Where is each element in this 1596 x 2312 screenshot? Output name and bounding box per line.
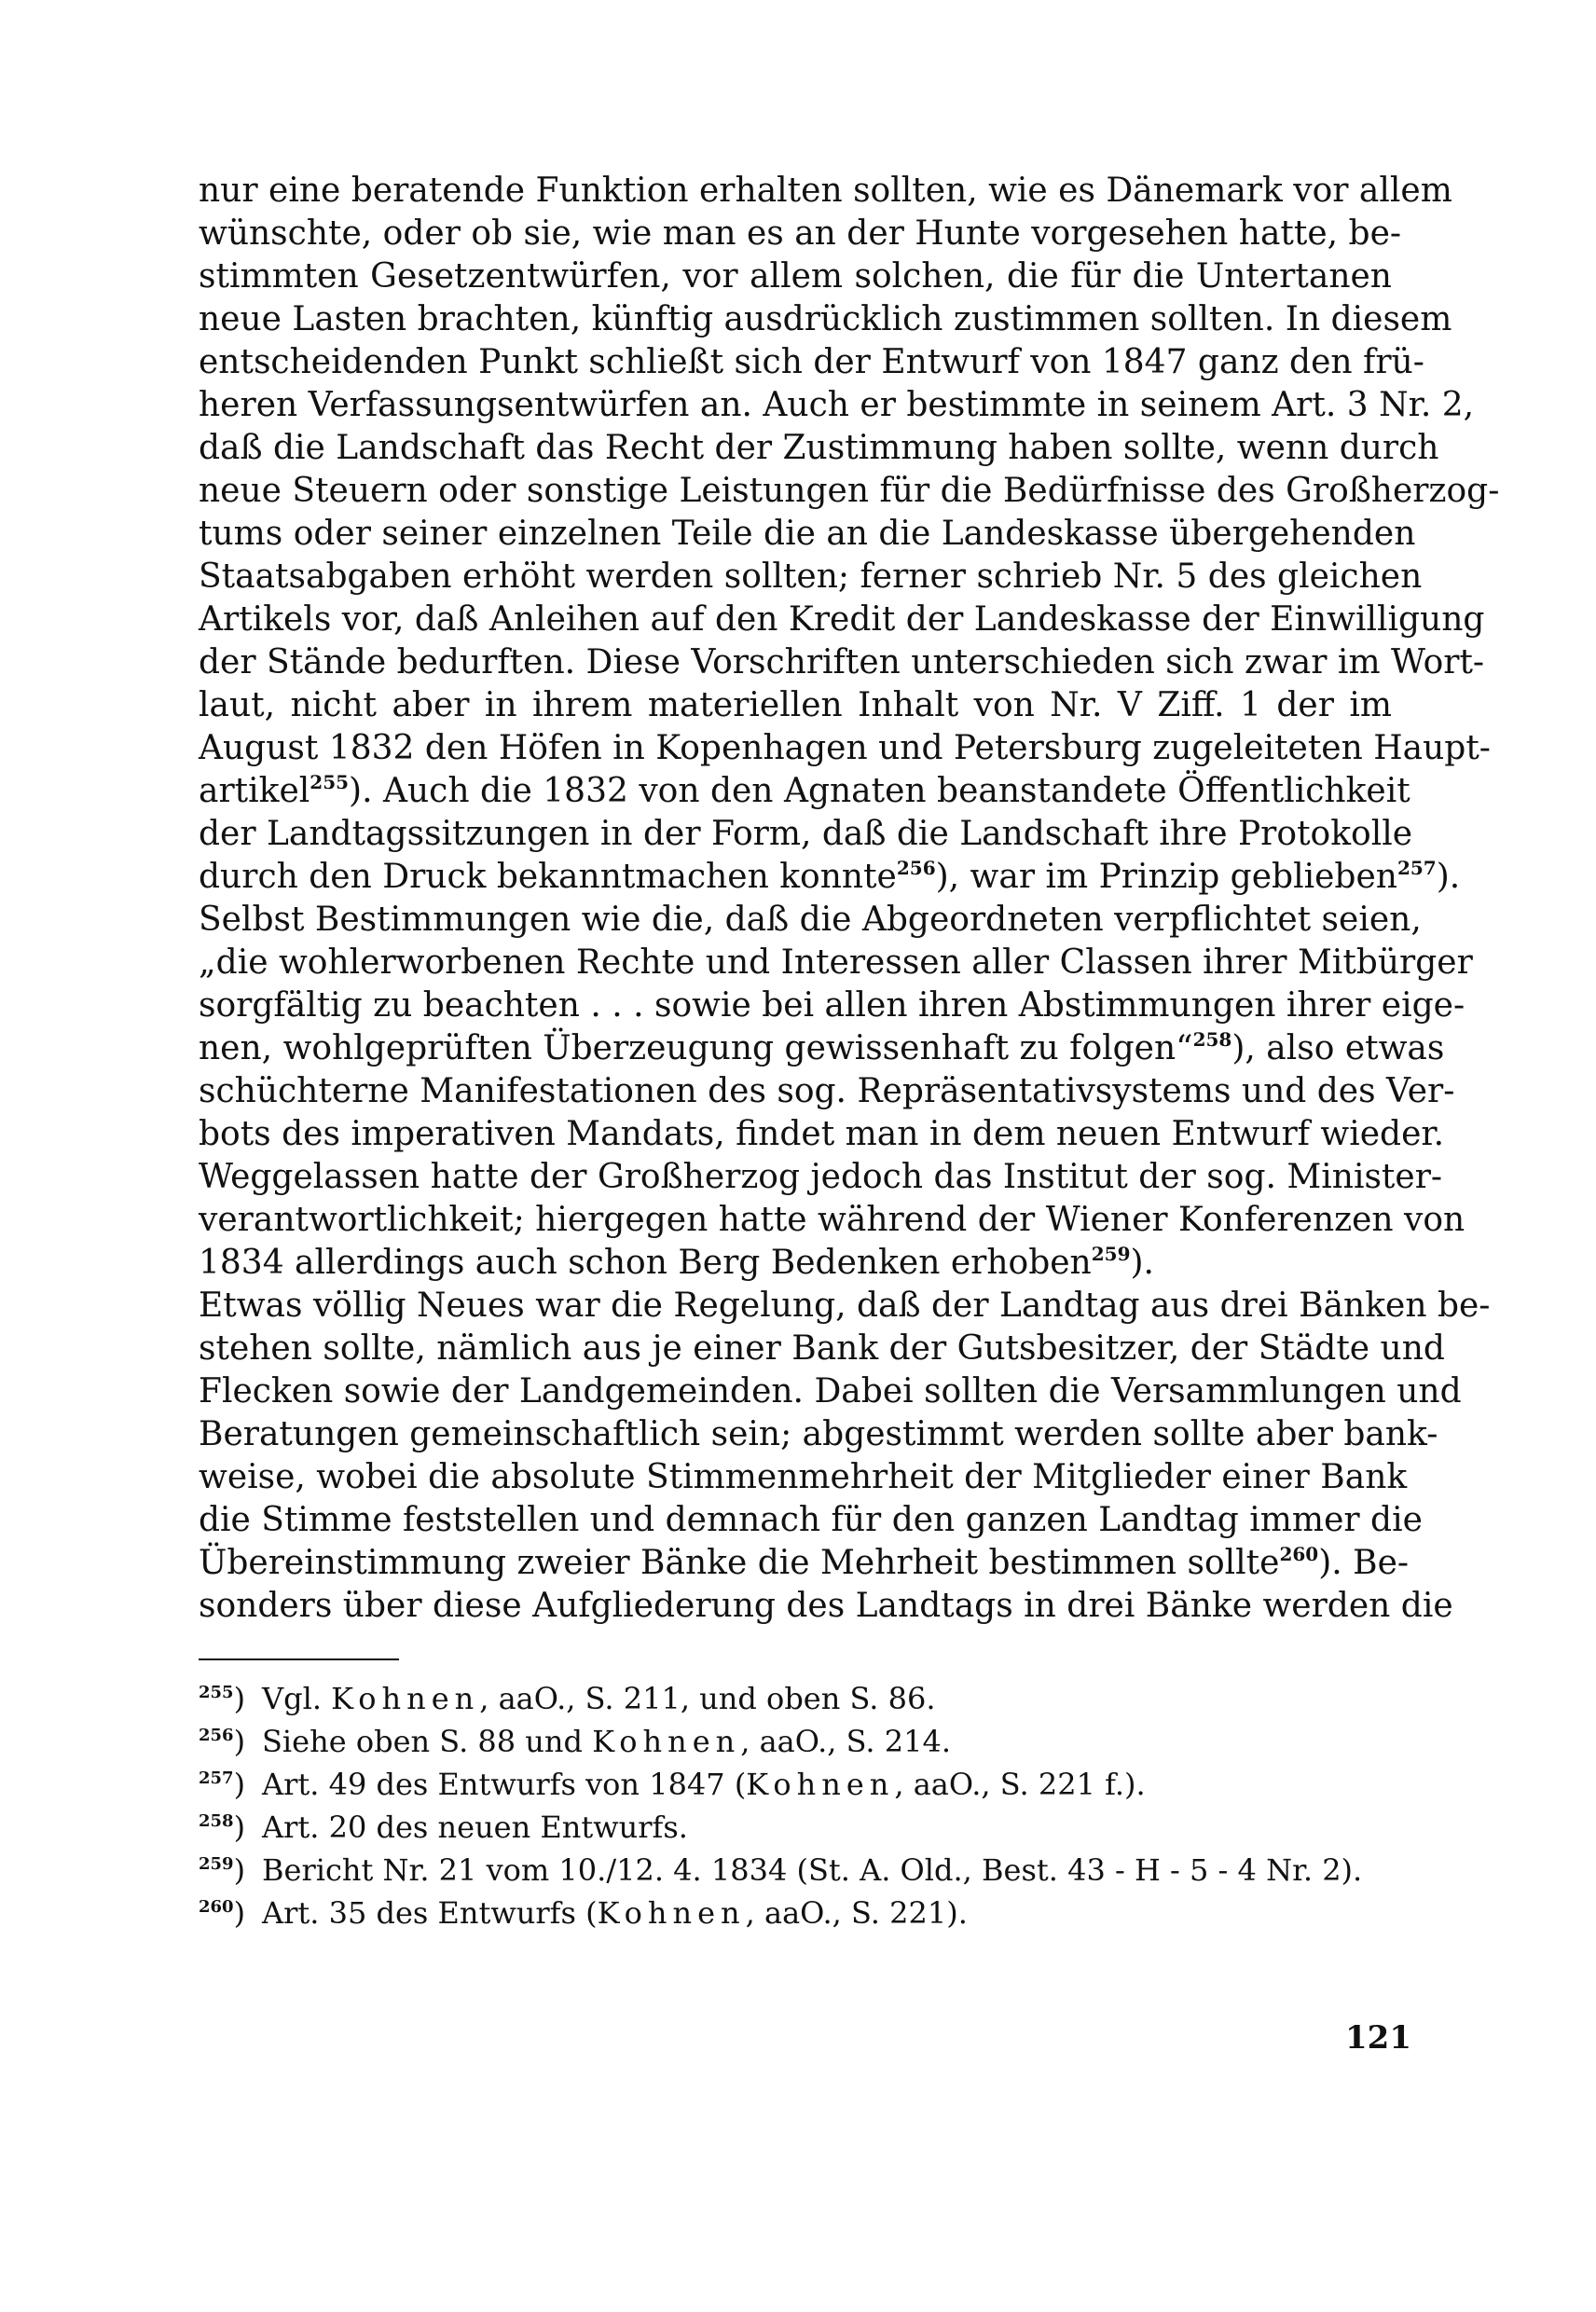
footnotes xyxy=(199,1678,1392,1935)
footnote-number: $^{260}$) xyxy=(199,1895,246,1931)
text-line: stehen sollte, nämlich aus je einer Bank der Gutsbesitzer, der Städte und xyxy=(199,1329,1445,1368)
text-line: Staatsabgaben erhöht werden sollten; ferner schrieb Nr. 5 des gleichen xyxy=(199,557,1423,596)
text-line: entscheidenden Punkt schließt sich der Entwurf von 1847 ganz den frü- xyxy=(199,343,1424,381)
text-line: Beratungen gemeinschaftlich sein; abgestimmt werden sollte aber bank- xyxy=(199,1415,1438,1453)
text-line: neue Steuern oder sonstige Leistungen für die Bedürfnisse des Großherzog- xyxy=(199,472,1500,510)
text-line: sorgfältig zu beachten . . . sowie bei allen ihren Abstimmungen ihrer eige- xyxy=(199,986,1465,1025)
text-line: der Landtagssitzungen in der Form, daß die Landschaft ihre Protokolle xyxy=(199,815,1413,853)
footnote-reference: 260 xyxy=(1279,1543,1319,1565)
text-line: sonders über diese Aufgliederung des Landtags in drei Bänke werden die xyxy=(199,1587,1453,1625)
text-line: daß die Landschaft das Recht der Zustimmung haben sollte, wenn durch xyxy=(199,429,1439,467)
footnote-number: $^{259}$) xyxy=(199,1852,246,1888)
footnote-reference: 258 xyxy=(1192,1028,1232,1051)
footnote xyxy=(199,1721,1392,1762)
footnote xyxy=(199,1764,1392,1805)
footnote-reference: 256 xyxy=(896,857,936,879)
footnote-text: , aaO., S. 221 f.). xyxy=(894,1767,1146,1802)
text-line: August 1832 den Höfen in Kopenhagen und Petersburg zugeleiteten Haupt- xyxy=(199,729,1491,767)
text-line: wünschte, oder ob sie, wie man es an der Hunte vorgesehen hatte, be- xyxy=(199,214,1402,253)
text-line: weise, wobei die absolute Stimmenmehrheit der Mitglieder einer Bank xyxy=(199,1458,1408,1496)
text-line: Selbst Bestimmungen wie die, daß die Abgeordneten verpflichtet seien, xyxy=(199,901,1422,939)
footnote-reference: 259 xyxy=(1091,1243,1131,1265)
footnote xyxy=(199,1850,1392,1891)
text-line: tums oder seiner einzelnen Teile die an die Landeskasse übergehenden xyxy=(199,515,1416,553)
footnote-number: $^{258}$) xyxy=(199,1810,246,1845)
text-line: Artikels vor, daß Anleihen auf den Kredit der Landeskasse der Einwilligung xyxy=(199,600,1485,639)
footnote-text: Bericht Nr. 21 vom 10./12. 4. 1834 (St. A. Old., Best. 43 - H - 5 - 4 Nr. 2). xyxy=(262,1852,1363,1888)
paragraph-1 xyxy=(199,170,1500,1285)
text-line: neue Lasten brachten, künftig ausdrücklich zustimmen sollten. In diesem xyxy=(199,300,1452,338)
page-number: 121 xyxy=(1345,2019,1411,2057)
footnote-reference: 255 xyxy=(310,771,350,793)
footnote xyxy=(199,1678,1392,1719)
text-line: durch den Druck bekanntmachen konnte$^{256}$), war im Prinzip geblieben$^{257}$). xyxy=(199,857,1461,896)
text-line: heren Verfassungsentwürfen an. Auch er bestimmte in seinem Art. 3 Nr. 2, xyxy=(199,386,1475,424)
footnote-text: , aaO., S. 211, und oben S. 86. xyxy=(479,1681,936,1716)
text-line: nen, wohlgeprüften Überzeugung gewissenhaft zu folgen“$^{258}$), also etwas xyxy=(199,1028,1445,1067)
text-line: schüchterne Manifestationen des sog. Repräsentativsystems und des Ver- xyxy=(199,1072,1455,1110)
footnote-number: $^{257}$) xyxy=(199,1767,246,1802)
footnote-text: Art. 20 des neuen Entwurfs. xyxy=(262,1810,688,1845)
text-line: Übereinstimmung zweier Bänke die Mehrheit bestimmen sollte$^{260}$). Be- xyxy=(199,1543,1410,1582)
footnote-text: , aaO., S. 221). xyxy=(745,1895,968,1931)
footnote-text: Art. 35 des Entwurfs ( xyxy=(262,1895,598,1931)
footnote xyxy=(199,1892,1392,1934)
text-line: stimmten Gesetzentwürfen, vor allem solchen, die für die Untertanen xyxy=(199,257,1392,296)
author-name: Kohnen xyxy=(597,1895,746,1931)
text-line: „die wohlerworbenen Rechte und Interessen aller Classen ihrer Mitbürger xyxy=(199,943,1473,982)
text-line: verantwortlichkeit; hiergegen hatte während der Wiener Konferenzen von xyxy=(199,1201,1465,1239)
text-line: Etwas völlig Neues war die Regelung, daß der Landtag aus drei Bänken be- xyxy=(199,1287,1491,1325)
text-line: Weggelassen hatte der Großherzog jedoch das Institut der sog. Minister- xyxy=(199,1158,1443,1196)
text-line: bots des imperativen Mandats, findet man in dem neuen Entwurf wieder. xyxy=(199,1115,1445,1153)
footnote-number: $^{256}$) xyxy=(199,1724,246,1759)
footnote-reference: 257 xyxy=(1396,857,1437,879)
paragraph-2 xyxy=(199,1285,1491,1628)
author-name: Kohnen xyxy=(331,1681,480,1716)
text-line: die Stimme feststellen und demnach für den ganzen Landtag immer die xyxy=(199,1501,1423,1539)
text-line: nur eine beratende Funktion erhalten sollten, wie es Dänemark vor allem xyxy=(199,172,1452,210)
text-line: Flecken sowie der Landgemeinden. Dabei sollten die Versammlungen und xyxy=(199,1372,1462,1411)
text-line: 1834 allerdings auch schon Berg Bedenken erhoben$^{259}$). xyxy=(199,1243,1154,1282)
text-line: artikel$^{255}$). Auch die 1832 von den Agnaten beanstandete Öffentlichkeit xyxy=(199,771,1410,810)
footnote-text: Vgl. xyxy=(262,1681,332,1716)
text-line: laut, nicht aber in ihrem materiellen Inhalt von Nr. V Ziff. 1 der im xyxy=(199,686,1392,724)
author-name: Kohnen xyxy=(746,1767,895,1802)
footnote-text: Art. 49 des Entwurfs von 1847 ( xyxy=(262,1767,747,1802)
footnote xyxy=(199,1807,1392,1848)
footnote-divider xyxy=(199,1658,399,1660)
footnote-text: Siehe oben S. 88 und xyxy=(262,1724,593,1759)
text-line: der Stände bedurften. Diese Vorschriften unterschieden sich zwar im Wort- xyxy=(199,643,1485,681)
author-name: Kohnen xyxy=(592,1724,741,1759)
footnote-number: $^{255}$) xyxy=(199,1681,246,1716)
footnote-text: , aaO., S. 214. xyxy=(740,1724,951,1759)
